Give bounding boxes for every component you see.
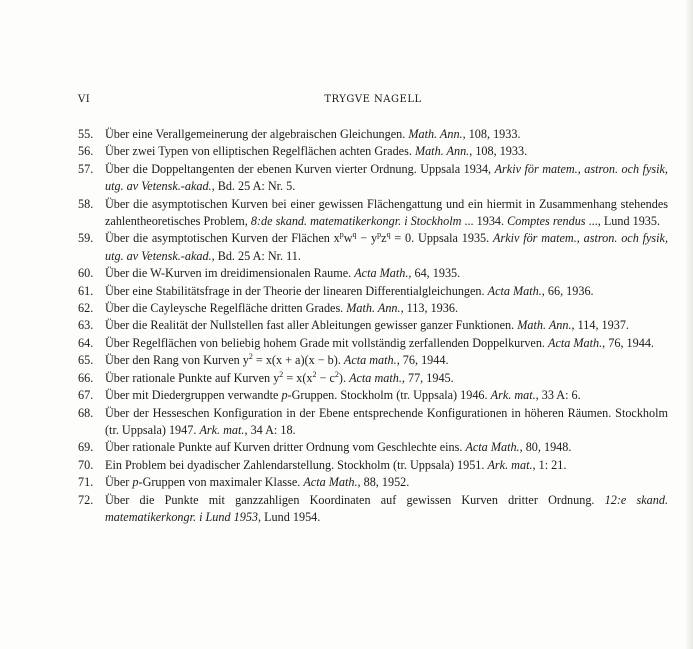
citation-part: Über die asymptotischen Kurven der Flächen x (105, 231, 340, 246)
bibliography-entry (78, 492, 668, 527)
citation-part: Über eine Verallgemeinerung der algebraischen Gleichungen. (105, 127, 409, 141)
entry-number: 55. (78, 127, 94, 141)
citation-italic-part: 8:de skand. matematikerkongr. i Stockholm (250, 214, 462, 229)
citation-part: Über die Doppeltangenten der ebenen Kurven vierter Ordnung. Uppsala 1934, (105, 161, 495, 176)
bibliography-entry (78, 474, 668, 491)
citation-part: , 114, 1937. (571, 318, 629, 333)
citation-part: 2 (334, 369, 339, 379)
entry-number: 59. (78, 231, 94, 246)
citation-italic-part: Arkiv för matem., astron. och fysik, utg. av Vetensk.-akad. (105, 161, 668, 194)
bibliography-entry (78, 143, 668, 160)
bibliography-entry (78, 126, 668, 143)
citation-part: , 77, 1945. (401, 370, 454, 385)
entry-citation (105, 126, 668, 143)
citation-part: Über den Rang von Kurven y (105, 353, 249, 368)
entry-number: 56. (78, 144, 94, 159)
entry-citation (105, 387, 668, 404)
citation-part: Über zwei Typen von elliptischen Regelflächen achten Grades. (105, 144, 415, 159)
bibliography-list (78, 126, 668, 526)
citation-italic-part: 12:e skand. matematikerkongr. i Lund 1953 (105, 492, 669, 524)
citation-part: ... 1934. (461, 214, 508, 229)
citation-part: Über rationale Punkte auf Kurven y (105, 370, 280, 385)
entry-citation (105, 317, 668, 334)
entry-number: 66. (78, 370, 94, 385)
citation-part: 2 (248, 352, 253, 362)
citation-part: ..., Lund 1935. (585, 214, 661, 229)
entry-number: 61. (78, 283, 94, 298)
citation-part: ). (338, 370, 350, 385)
citation-italic-part: Acta math. (343, 353, 397, 368)
citation-part: Über die Punkte mit ganzzahligen Koordinaten auf gewissen Kurven dritter Ordnung. (105, 492, 605, 507)
citation-part: , 108, 1933. (469, 144, 528, 159)
citation-part: Über der Hesseschen Konfiguration in der Ebene entsprechende Konfigurationen in höheren Räumen. Stockholm (tr. Uppsala) 1947. (105, 405, 668, 437)
entry-number: 60. (78, 266, 94, 281)
citation-part: = x(x + a)(x − b). (252, 353, 344, 368)
bibliography-entry (78, 387, 668, 404)
entry-number: 63. (78, 318, 94, 333)
citation-part: , 76, 1944. (602, 335, 654, 350)
running-title: TRYGVE NAGELL (324, 94, 422, 105)
entry-number: 62. (78, 301, 94, 316)
citation-part: Über Regelflächen von beliebig hohem Grade mit vollständig zerfallenden Doppelkurven. (105, 335, 549, 350)
citation-part: = 0. Uppsala 1935. (390, 231, 493, 246)
bibliography-entry (78, 352, 668, 369)
citation-italic-part: Acta Math. (548, 335, 603, 350)
citation-part: Über die W-Kurven im dreidimensionalen Raume. (105, 266, 355, 281)
entry-number: 71. (78, 475, 94, 490)
entry-citation (105, 405, 668, 440)
citation-italic-part: Acta Math. (487, 283, 542, 298)
citation-italic-part: Arkiv för matem., astron. och fysik, utg. av Vetensk.-akad. (105, 231, 668, 263)
citation-part: − y (356, 231, 378, 246)
citation-part: q (386, 230, 391, 240)
entry-citation (105, 439, 668, 456)
citation-italic-part: Acta Math. (354, 266, 409, 281)
citation-part: , Lund 1954. (258, 509, 321, 524)
citation-part: Über die asymptotischen Kurven bei einer gewissen Flächengattung und ein hiermit in Zusammenhang stehendes zahlentheoretisches Problem, (105, 196, 668, 229)
citation-part: , 113, 1936. (400, 301, 459, 316)
citation-part: -Gruppen. Stockholm (tr. Uppsala) 1946. (287, 388, 491, 403)
citation-italic-part: Ark. mat. (487, 457, 533, 472)
bibliography-entry (78, 300, 668, 317)
citation-italic-part: Acta Math. (465, 440, 520, 455)
scan-edge-shadow (685, 0, 693, 649)
citation-part: 2 (279, 369, 284, 379)
citation-italic-part: Acta Math. (303, 475, 358, 490)
citation-italic-part: Comptes rendus (507, 214, 586, 229)
entry-citation (105, 335, 668, 352)
page-header (78, 94, 668, 110)
citation-part: , 88, 1952. (357, 475, 410, 490)
citation-part: , 34 A: 18. (244, 422, 296, 437)
bibliography-entry (78, 230, 668, 265)
citation-part: -Gruppen von maximaler Klasse. (138, 475, 304, 490)
entry-citation (105, 474, 668, 491)
citation-italic-part: Ark. mat. (199, 422, 245, 437)
citation-part: , 33 A: 6. (535, 388, 581, 403)
citation-part: , Bd. 25 A: Nr. 11. (211, 248, 301, 263)
entry-citation (105, 352, 668, 369)
citation-italic-part: Math. Ann. (414, 144, 470, 159)
citation-part: , Bd. 25 A: Nr. 5. (211, 179, 296, 194)
entry-citation (105, 196, 668, 231)
entry-number: 65. (78, 353, 94, 368)
entry-number: 69. (78, 440, 94, 455)
bibliography-entry (78, 457, 668, 474)
entry-number: 70. (78, 457, 94, 472)
bibliography-entry (78, 265, 668, 282)
citation-part: w (343, 231, 353, 246)
citation-part: q (352, 230, 357, 240)
citation-italic-part: Ark. mat. (490, 388, 536, 403)
entry-citation (105, 370, 668, 387)
citation-part: z (381, 231, 387, 246)
citation-italic-part: p (281, 388, 288, 403)
citation-part: p (377, 230, 382, 240)
citation-part: , 108, 1933. (462, 127, 521, 141)
bibliography-entry (78, 317, 668, 334)
entry-citation (105, 265, 668, 282)
bibliography-entry (78, 370, 668, 387)
entry-number: 57. (78, 161, 94, 176)
entry-citation (105, 143, 668, 160)
page-number: VI (78, 94, 91, 105)
citation-part: = x(x (283, 370, 313, 385)
entry-citation (105, 283, 668, 300)
bibliography-entry (78, 283, 668, 300)
bibliography-entry (78, 335, 668, 352)
bibliography-entry (78, 196, 668, 231)
citation-part: Über rationale Punkte auf Kurven dritter Ordnung vom Geschlechte eins. (105, 440, 466, 455)
citation-italic-part: Math. Ann. (346, 301, 401, 316)
citation-part: Ein Problem bei dyadischer Zahlendarstellung. Stockholm (tr. Uppsala) 1951. (105, 457, 488, 472)
bibliography-entry (78, 439, 668, 456)
entry-number: 67. (78, 388, 94, 403)
entry-number: 68. (78, 405, 94, 420)
citation-italic-part: p (132, 475, 139, 490)
citation-part: Über die Cayleysche Regelfläche dritten Grades. (105, 301, 347, 316)
citation-part: , 1: 21. (532, 457, 567, 472)
citation-part: , 64, 1935. (408, 266, 461, 281)
citation-italic-part: Math. Ann. (517, 318, 572, 333)
citation-part: − c (316, 370, 335, 385)
citation-part: Über mit Diedergruppen verwandte (105, 388, 282, 403)
bibliography-entry (78, 405, 668, 440)
citation-part: p (339, 230, 344, 240)
citation-part: , 76, 1944. (396, 353, 449, 368)
entry-number: 72. (78, 492, 94, 507)
citation-part: 2 (312, 369, 317, 379)
entry-citation (105, 300, 668, 317)
entry-number: 64. (78, 335, 94, 350)
citation-part: Über die Realität der Nullstellen fast aller Ableitungen gewisser ganzer Funktionen. (105, 318, 518, 333)
entry-citation (105, 230, 668, 265)
citation-part: Über (105, 475, 133, 490)
bibliography-entry (78, 161, 668, 196)
entry-number: 58. (78, 196, 94, 211)
citation-italic-part: Math. Ann. (408, 127, 463, 141)
citation-part: Über eine Stabilitätsfrage in der Theorie der linearen Differentialgleichungen. (105, 283, 488, 298)
citation-italic-part: Acta math. (349, 370, 402, 385)
entry-citation (105, 492, 668, 527)
citation-part: , 66, 1936. (541, 283, 594, 298)
citation-part: , 80, 1948. (519, 440, 572, 455)
entry-citation (105, 457, 668, 474)
entry-citation (105, 161, 668, 196)
